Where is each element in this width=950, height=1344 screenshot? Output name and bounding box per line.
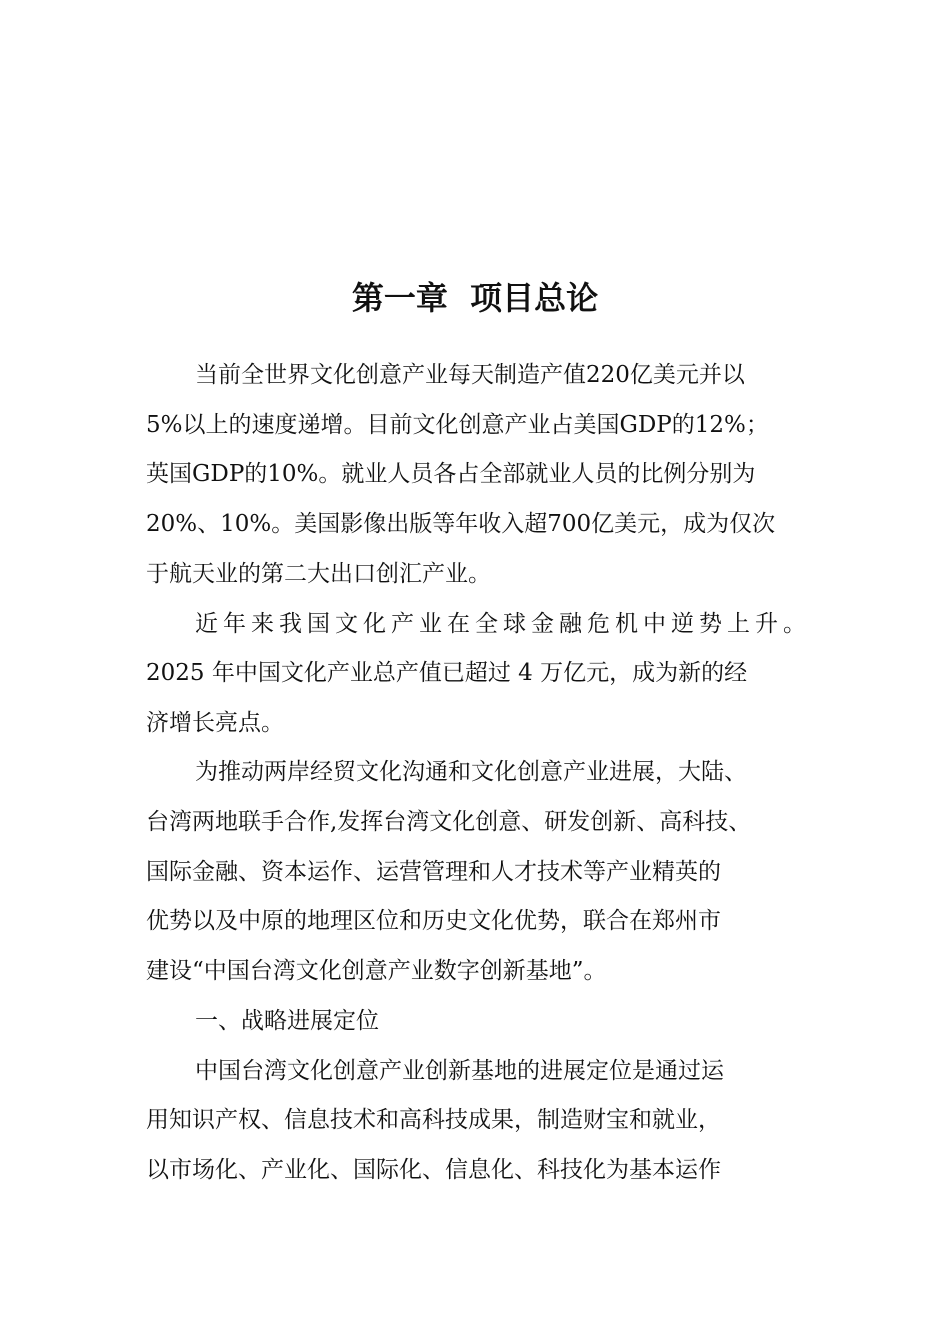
paragraph-3-line-3: 国际金融、资本运作、运营管理和人才技术等产业精英的 <box>146 859 721 885</box>
paragraph-3-line-2: 台湾两地联手合作,发挥台湾文化创意、研发创新、高科技、 <box>146 809 752 835</box>
paragraph-3-line-4: 优势以及中原的地理区位和历史文化优势，联合在郑州市 <box>146 908 721 934</box>
paragraph-1-line-2: 5%以上的速度递增。目前文化创意产业占美国GDP的12%； <box>146 412 769 438</box>
paragraph-4-line-3: 以市场化、产业化、国际化、信息化、科技化为基本运作 <box>146 1157 721 1183</box>
paragraph-1-line-5: 于航天业的第二大出口创汇产业。 <box>146 561 491 587</box>
paragraph-4-line-2: 用知识产权、信息技术和高科技成果，制造财宝和就业， <box>146 1107 721 1133</box>
paragraph-1-line-1: 当前全世界文化创意产业每天制造产值220亿美元并以 <box>195 362 745 388</box>
paragraph-2-line-2: 2025 年中国文化产业总产值已超过 4 万亿元，成为新的经 <box>146 660 748 686</box>
chapter-title: 第一章 项目总论 <box>351 279 599 317</box>
paragraph-3-line-5: 建设“中国台湾文化创意产业数字创新基地”。 <box>146 958 607 984</box>
paragraph-2-line-3: 济增长亮点。 <box>146 710 284 736</box>
paragraph-4-line-1: 中国台湾文化创意产业创新基地的进展定位是通过运 <box>195 1058 724 1084</box>
paragraph-2-line-1: 近年来我国文化产业在全球金融危机中逆势上升。 <box>195 611 811 637</box>
paragraph-3-line-1: 为推动两岸经贸文化沟通和文化创意产业进展，大陆、 <box>195 759 747 785</box>
paragraph-1-line-3: 英国GDP的10%。就业人员各占全部就业人员的比例分别为 <box>146 461 756 487</box>
paragraph-1-line-4: 20%、10%。美国影像出版等年收入超700亿美元，成为仅次 <box>146 511 776 537</box>
section-heading: 一、战略进展定位 <box>195 1008 379 1034</box>
